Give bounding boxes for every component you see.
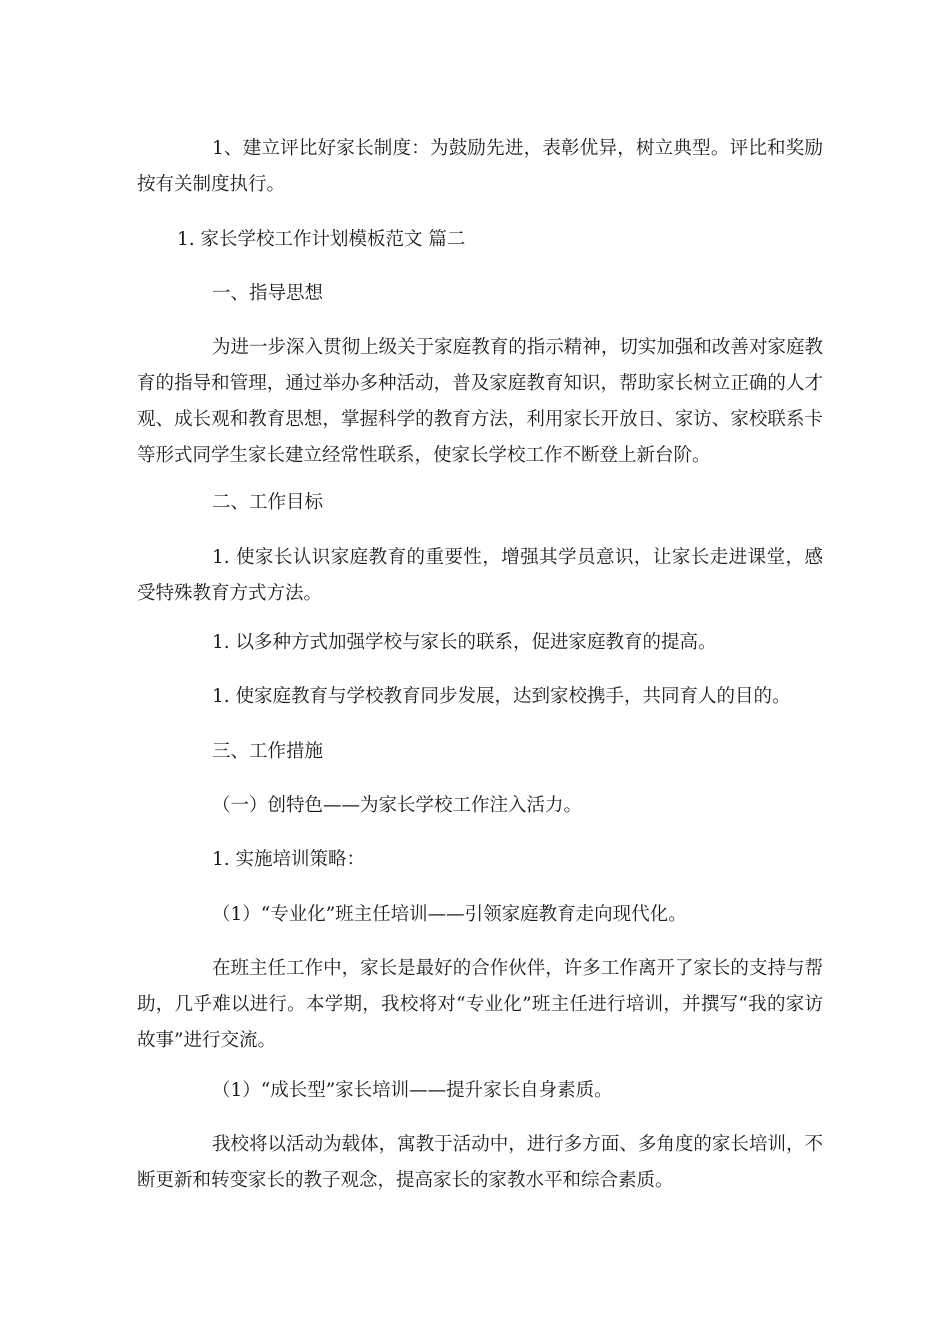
goal-item-1: 1. 使家长认识家庭教育的重要性，增强其学员意识，让家长走进课堂，感受特殊教育方式方法。 [137, 547, 823, 604]
training-item-parent: （1）“成长型”家长培训——提升家长自身素质。 [212, 1080, 613, 1101]
measure-subheading-1: （一）创特色——为家长学校工作注入活力。 [212, 795, 583, 816]
paragraph-rule-1: 1、建立评比好家长制度：为鼓励先进，表彰优异，树立典型。评比和奖励按有关制度执行。 [137, 138, 823, 195]
goal-item-3: 1. 使家庭教育与学校教育同步发展，达到家校携手，共同育人的目的。 [212, 686, 791, 707]
paragraph-parent-training: 我校将以活动为载体，寓教于活动中，进行多方面、多角度的家长培训，不断更新和转变家长的教子观念，提高家长的家教水平和综合素质。 [137, 1134, 823, 1191]
section-title-plan-2: 1. 家长学校工作计划模板范文 篇二 [177, 229, 466, 250]
heading-guiding-ideology: 一、指导思想 [212, 283, 324, 304]
training-item-teacher: （1）“专业化”班主任培训——引领家庭教育走向现代化。 [212, 904, 687, 925]
heading-work-measures: 三、工作措施 [212, 741, 324, 762]
paragraph-teacher-training: 在班主任工作中，家长是最好的合作伙伴，许多工作离开了家长的支持与帮助，几乎难以进行。本学期，我校将对“专业化”班主任进行培训，并撰写“我的家访故事”进行交流。 [137, 958, 823, 1051]
heading-work-goals: 二、工作目标 [212, 492, 324, 513]
goal-item-2: 1. 以多种方式加强学校与家长的联系，促进家庭教育的提高。 [212, 632, 717, 653]
measure-training-strategy: 1. 实施培训策略： [212, 849, 366, 870]
paragraph-guiding-ideology: 为进一步深入贯彻上级关于家庭教育的指示精神，切实加强和改善对家庭教育的指导和管理，通过举办多种活动，普及家庭教育知识，帮助家长树立正确的人才观、成长观和教育思想，掌握科学的教育方法，利用家长开放日、家访、家校联系卡等形式同学生家长建立经常性联系，使家长学校工作不断登上新台阶。 [137, 337, 823, 466]
